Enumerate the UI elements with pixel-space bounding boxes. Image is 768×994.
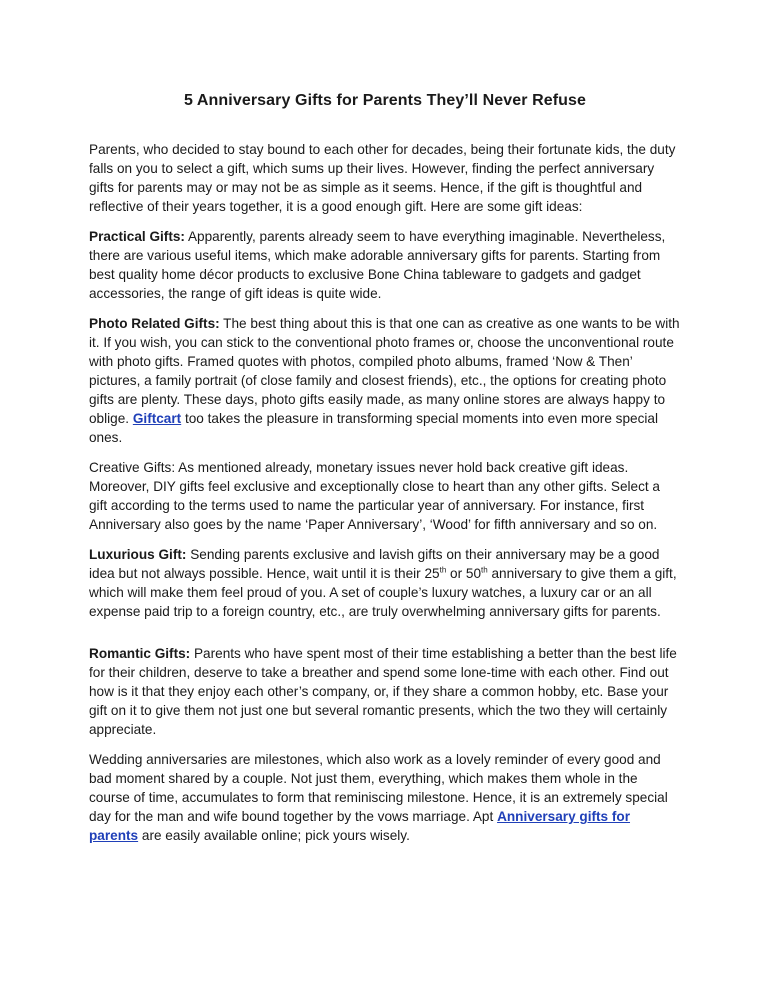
giftcart-link[interactable]: Giftcart <box>132 411 182 426</box>
luxurious-gift-heading: Luxurious Gift: <box>89 547 187 562</box>
romantic-gifts-heading: Romantic Gifts: <box>89 646 191 661</box>
closing-text-before: Wedding anniversaries are milestones, which also work as a lovely reminder of every good and bad moment shared by a couple. Not just them, everything, which makes them whole in the course of time, accumulates to form that reminiscing milestone. Hence, it is an extremely special day for the man and wife bound together by the vows marriage. Apt <box>89 752 668 824</box>
intro-paragraph: Parents, who decided to stay bound to each other for decades, being their fortunate kids, the duty falls on you to select a gift, which sums up their lives. However, finding the perfect anniversary gifts for parents may or may not be as simple as it seems. Hence, if the gift is thoughtful and reflective of their years together, it is a good enough gift. Here are some gift ideas: <box>89 142 676 214</box>
romantic-gifts-text: Parents who have spent most of their time establishing a better than the best life for their children, deserve to take a breather and spend some lone-time with each other. Find out how is it that they enjoy each other’s company, or, if they share a common hobby, etc. Base your gift on it to give them not just one but several romantic presents, which the two they will certainly appreciate. <box>89 646 677 737</box>
luxurious-gift-text-1: Sending parents exclusive and lavish gifts on their anniversary may be a good idea but not always possible. Hence, wait until it is their 25 <box>89 547 660 581</box>
practical-gifts-heading: Practical Gifts: <box>89 229 185 244</box>
practical-gifts-text: Apparently, parents already seem to have everything imaginable. Nevertheless, there are various useful items, which make adorable anniversary gifts for parents. Starting from best quality home décor products to exclusive Bone China tableware to gadgets and gadget accessories, the range of gift ideas is quite wide. <box>89 229 666 301</box>
document-page <box>89 92 681 856</box>
page-title: 5 Anniversary Gifts for Parents They’ll Never Refuse <box>183 92 587 109</box>
romantic-gifts-paragraph <box>89 644 681 739</box>
luxurious-gift-text-2: or 50 <box>446 566 482 581</box>
photo-gifts-text-before: The best thing about this is that one can as creative as one wants to be with it. If you wish, you can stick to the conventional photo frames or, choose the unconventional route with photo gifts. Framed quotes with photos, compiled photo albums, framed ‘Now & Then’ pictures, a family portrait (of close family and closest friends), etc., the options for creating photo gifts are plenty. These days, photo gifts easily made, as many online stores are always happy to oblige. <box>89 316 680 426</box>
luxurious-gift-text-3: anniversary to give them a gift, which will make them feel proud of you. A set of couple’s luxury watches, a luxury car or an all expense paid trip to a foreign country, etc., are truly overwhelming anniversary gifts for parents. <box>89 566 677 619</box>
closing-paragraph <box>89 750 681 845</box>
paragraph-spacer <box>89 632 681 644</box>
anniversary-gifts-link[interactable]: Anniversary gifts for parents <box>89 809 631 843</box>
superscript-th-1: th <box>439 565 447 575</box>
photo-gifts-text-after: too takes the pleasure in transforming special moments into even more special ones. <box>89 411 658 445</box>
superscript-th-2: th <box>481 565 488 575</box>
creative-gifts-paragraph: Creative Gifts: As mentioned already, monetary issues never hold back creative gift ideas. Moreover, DIY gifts feel exclusive and exceptionally close to heart than any other gifts. Select a gift according to the terms used to name the particular year of anniversary. For instance, first Anniversary also goes by the name ‘Paper Anniversary’, ‘Wood’ for fifth anniversary and so on. <box>89 460 660 532</box>
photo-gifts-paragraph <box>89 314 681 447</box>
photo-gifts-heading: Photo Related Gifts: <box>89 316 220 331</box>
luxurious-gift-paragraph <box>89 545 681 621</box>
closing-text-after: are easily available online; pick yours wisely. <box>138 828 410 843</box>
practical-gifts-paragraph <box>89 227 681 303</box>
